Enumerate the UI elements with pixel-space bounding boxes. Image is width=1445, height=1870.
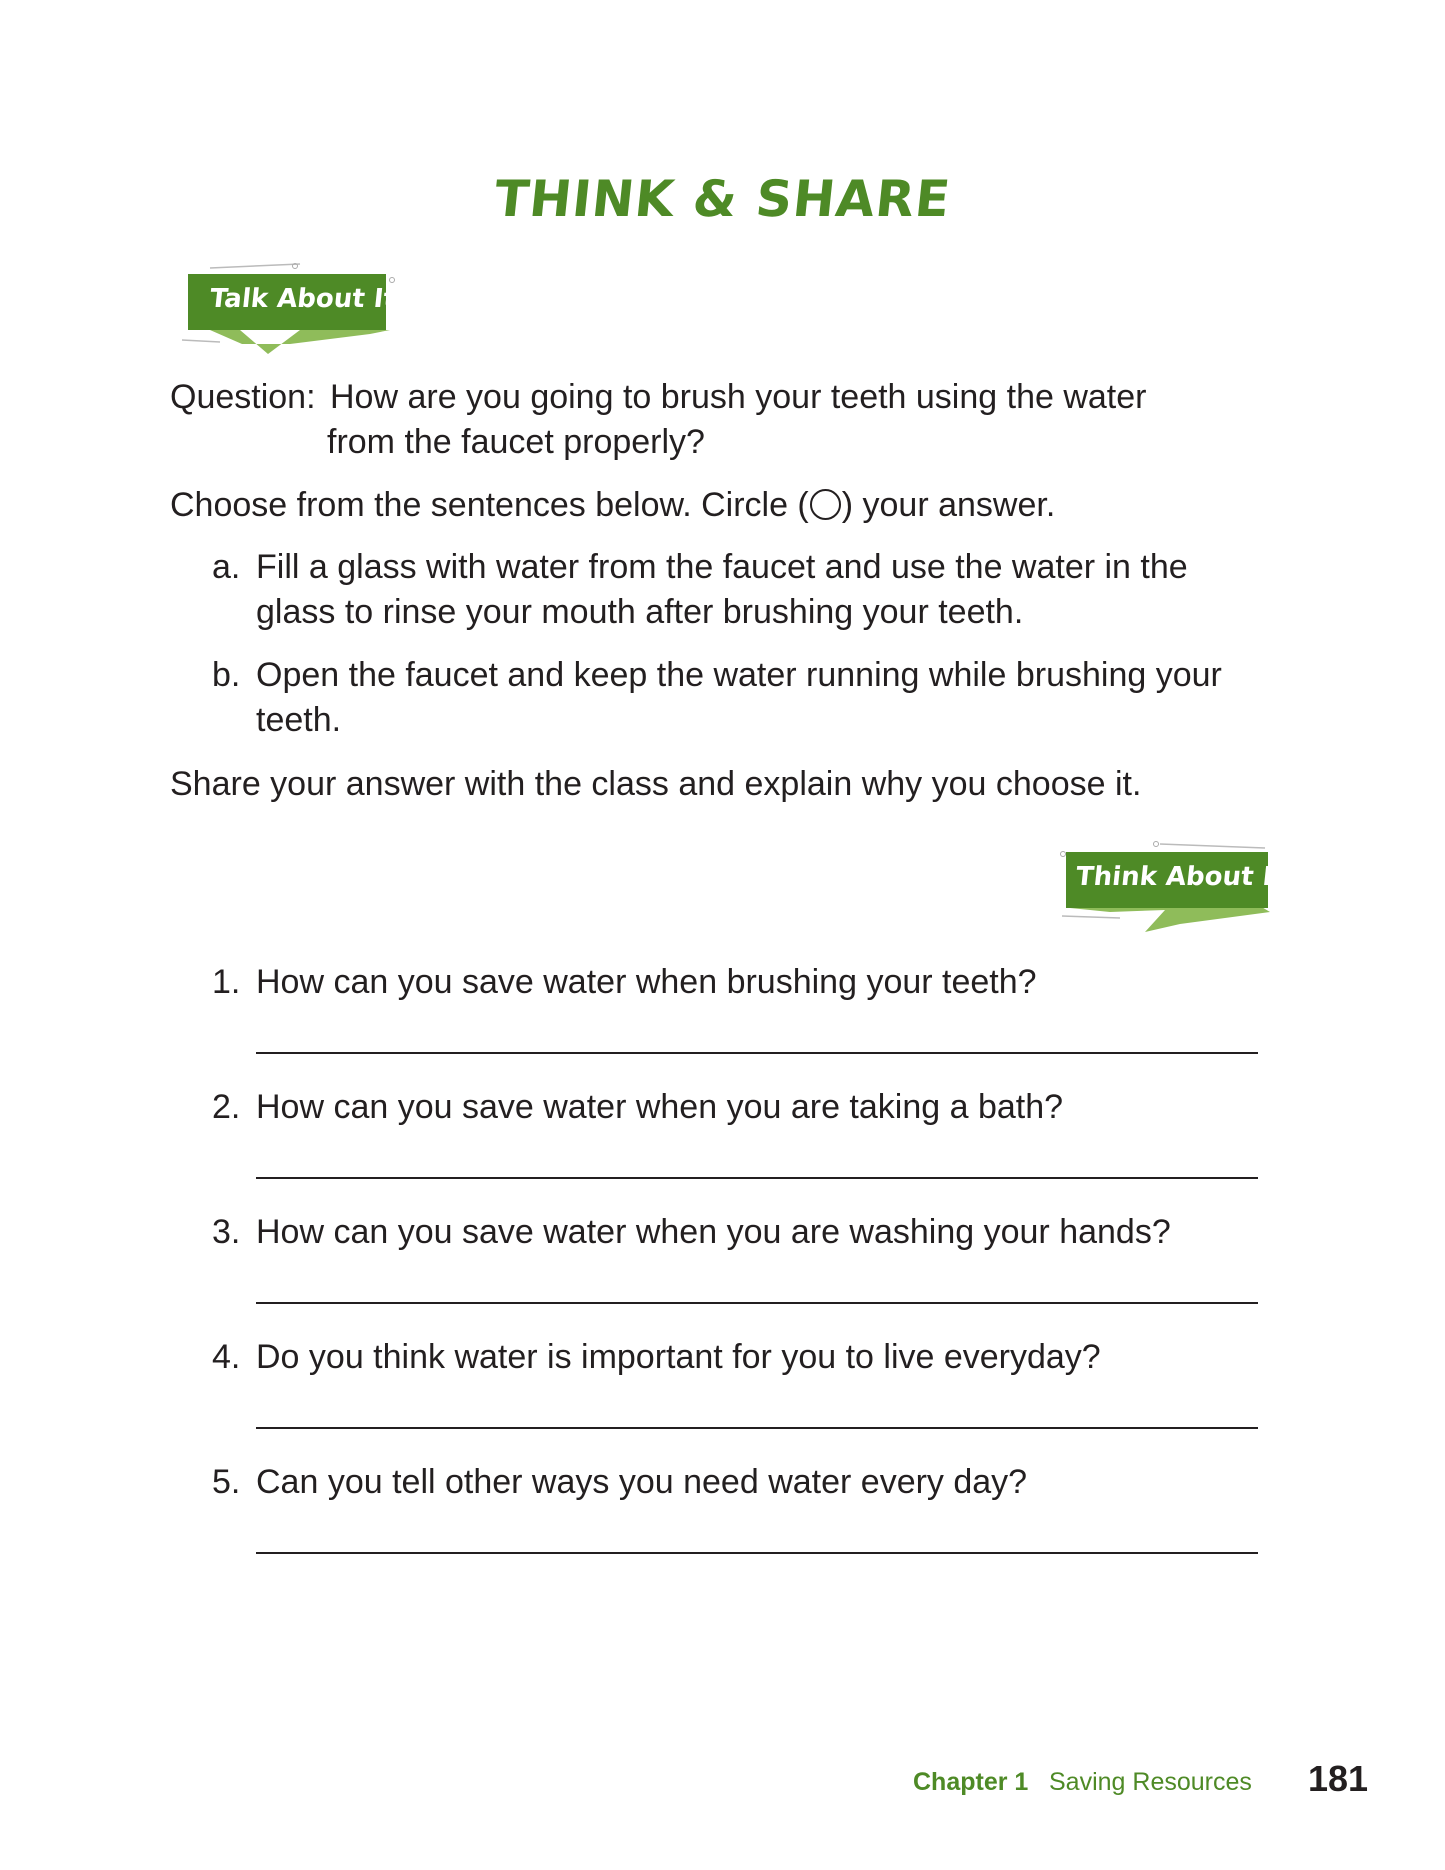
- choice-b-marker: b.: [212, 656, 241, 694]
- question-number: 3.: [212, 1213, 241, 1251]
- instruction-after: ) your answer.: [841, 486, 1056, 524]
- question-item-text: How can you save water when you are taking a bath?: [256, 1088, 1064, 1126]
- share-text: Share your answer with the class and explain why you choose it.: [170, 765, 1142, 803]
- choice-a-marker: a.: [212, 548, 241, 586]
- question-number: 5.: [212, 1463, 241, 1501]
- answer-line-1[interactable]: [256, 1052, 1258, 1054]
- question-number: 4.: [212, 1338, 241, 1376]
- choice-b-line2: teeth.: [256, 701, 342, 739]
- instruction-before: Choose from the sentences below. Circle (: [170, 486, 809, 524]
- question-item-text: Can you tell other ways you need water every day?: [256, 1463, 1028, 1501]
- choice-a-line1: Fill a glass with water from the faucet and use the water in the: [256, 548, 1188, 586]
- question-number: 1.: [212, 963, 241, 1001]
- footer-section: Saving Resources: [1049, 1768, 1252, 1796]
- answer-line-2[interactable]: [256, 1177, 1258, 1179]
- instruction-text: [170, 483, 1055, 528]
- circle-icon: [810, 489, 841, 520]
- think-about-it-badge: [1060, 840, 1287, 935]
- answer-line-5[interactable]: [256, 1552, 1258, 1554]
- think-about-it-label: Think About It: [1074, 862, 1287, 892]
- question-item-text: How can you save water when you are washing your hands?: [256, 1213, 1171, 1251]
- question-number: 2.: [212, 1088, 241, 1126]
- question-label: Question:: [170, 378, 316, 416]
- page-number: 181: [1308, 1758, 1369, 1799]
- choice-a-line2: glass to rinse your mouth after brushing your teeth.: [256, 593, 1024, 631]
- talk-about-it-badge: [180, 262, 400, 357]
- question-text-line2: from the faucet properly?: [327, 423, 705, 461]
- footer-chapter: Chapter 1: [913, 1768, 1029, 1796]
- question-text-line1: How are you going to brush your teeth using the water: [330, 378, 1147, 416]
- talk-about-it-label: Talk About It: [208, 284, 398, 314]
- answer-line-3[interactable]: [256, 1302, 1258, 1304]
- answer-line-4[interactable]: [256, 1427, 1258, 1429]
- page-title: THINK & SHARE: [491, 170, 954, 228]
- question-item-text: Do you think water is important for you to live everyday?: [256, 1338, 1101, 1376]
- question-item-text: How can you save water when brushing your teeth?: [256, 963, 1037, 1001]
- choice-b-line1: Open the faucet and keep the water running while brushing your: [256, 656, 1222, 694]
